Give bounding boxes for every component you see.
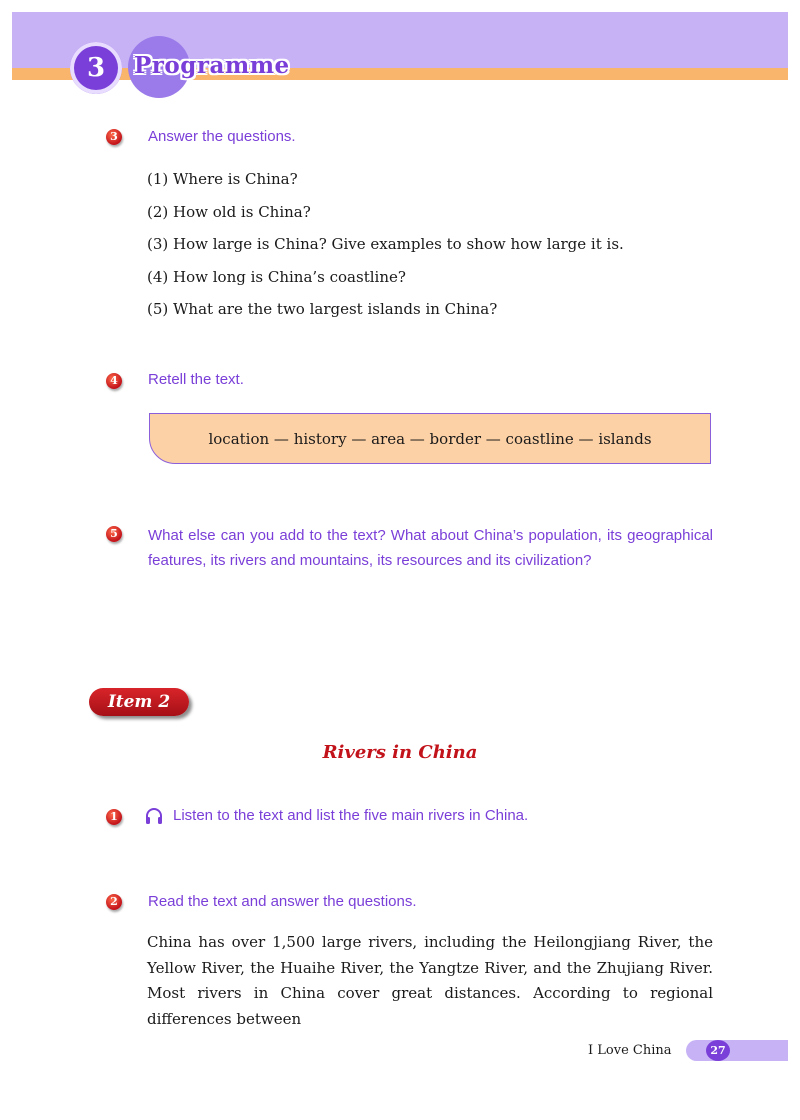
question-1: (1) Where is China? <box>147 170 298 188</box>
exercise-1-instruction: Listen to the text and list the five main rivers in China. <box>173 807 529 824</box>
unit-number: 3 <box>86 53 106 83</box>
book-title: I Love China <box>588 1043 672 1058</box>
footer-band <box>686 1040 788 1061</box>
section-title: Rivers in China <box>322 742 478 763</box>
retell-keywords-box <box>149 413 711 464</box>
exercise-1-badge: 1 <box>106 809 122 825</box>
item-tag: Item 2 <box>89 688 189 716</box>
exercise-5-badge: 5 <box>106 526 122 542</box>
question-5: (5) What are the two largest islands in China? <box>147 300 498 318</box>
question-4: (4) How long is China’s coastline? <box>147 268 406 286</box>
unit-title: Programme <box>134 52 290 79</box>
exercise-5-text: What else can you add to the text? What about China’s population, its geographical features, its rivers and mountains, its resources and its civilization? <box>148 527 713 569</box>
exercise-4-instruction: Retell the text. <box>148 371 244 388</box>
exercise-3-instruction: Answer the questions. <box>148 128 296 145</box>
reading-passage: China has over 1,500 large rivers, including the Heilongjiang River, the Yellow River, the Huaihe River, the Yangtze River, and the Zhujiang River. Most rivers in China cover great distances. According to regional differences between <box>147 933 713 1028</box>
headphones-icon <box>144 806 164 826</box>
exercise-3-badge: 3 <box>106 129 122 145</box>
exercise-2-badge: 2 <box>106 894 122 910</box>
question-3: (3) How large is China? Give examples to show how large it is. <box>147 235 624 253</box>
exercise-4-badge: 4 <box>106 373 122 389</box>
exercise-2-instruction: Read the text and answer the questions. <box>148 893 417 910</box>
question-2: (2) How old is China? <box>147 203 311 221</box>
unit-number-badge <box>70 42 122 94</box>
page-number: 27 <box>706 1040 730 1061</box>
retell-keywords: location — history — area — border — coastline — islands <box>208 429 652 448</box>
